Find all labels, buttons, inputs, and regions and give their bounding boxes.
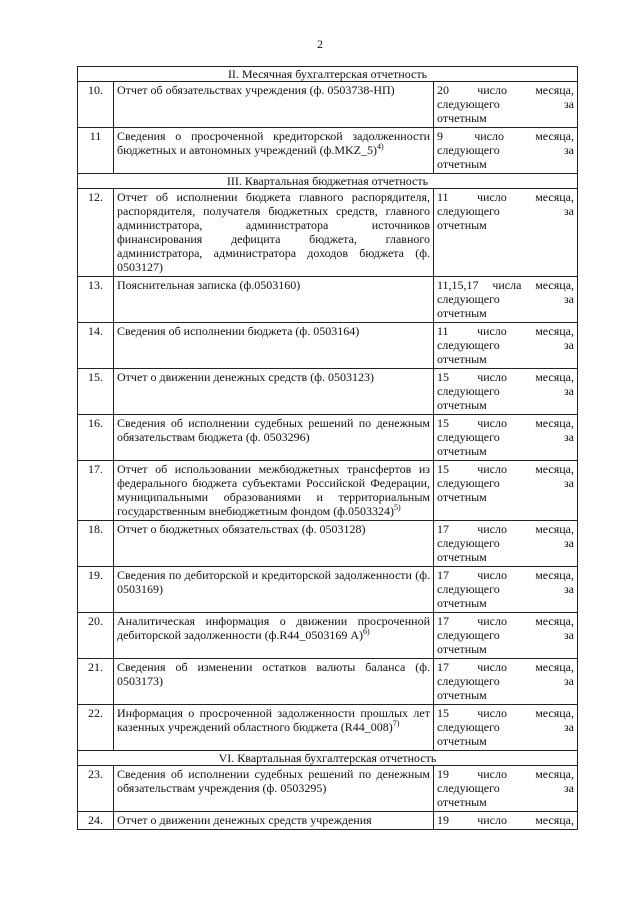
table-row bbox=[78, 613, 578, 659]
row-number: 21. bbox=[78, 659, 114, 705]
deadline-word: следующего bbox=[437, 97, 500, 111]
row-number: 11 bbox=[78, 128, 114, 174]
deadline-word: число bbox=[476, 324, 507, 338]
table-row bbox=[78, 128, 578, 174]
row-description bbox=[114, 323, 434, 369]
deadline-word: месяца, bbox=[535, 190, 574, 204]
deadline-word: месяца, bbox=[535, 278, 575, 292]
deadline-word: месяца, bbox=[535, 129, 574, 143]
deadline-word: 9 bbox=[437, 129, 443, 143]
deadline-word: число bbox=[474, 129, 504, 143]
deadline-word: 19 bbox=[437, 813, 449, 827]
table-row bbox=[78, 369, 578, 415]
table-row bbox=[78, 189, 578, 277]
deadline-word: месяца, bbox=[535, 83, 574, 97]
row-description bbox=[114, 766, 434, 812]
description-text: Сведения об исполнении судебных решений по денежным обязательствам бюджета (ф. 0503296) bbox=[117, 416, 430, 444]
deadline-word: число bbox=[477, 660, 507, 674]
deadline-word: число bbox=[477, 706, 507, 720]
table-row bbox=[78, 567, 578, 613]
row-number: 12. bbox=[78, 189, 114, 277]
deadline-word: 11,15,17 bbox=[437, 278, 479, 292]
deadline-word: за bbox=[563, 781, 575, 795]
description-text: Пояснительная записка (ф.0503160) bbox=[117, 278, 301, 292]
deadline-word: отчетным bbox=[437, 306, 487, 320]
deadline-word: следующего bbox=[437, 628, 500, 642]
deadline-word: 19 bbox=[437, 767, 449, 781]
row-description bbox=[114, 189, 434, 277]
row-number: 20. bbox=[78, 613, 114, 659]
footnote-marker: 7) bbox=[392, 719, 400, 728]
footnote-marker: 4) bbox=[377, 142, 384, 151]
deadline-word: за bbox=[563, 674, 575, 688]
deadline-word: месяца, bbox=[535, 568, 574, 582]
row-description bbox=[114, 461, 434, 521]
table-row bbox=[78, 277, 578, 323]
deadline-word: отчетным bbox=[437, 218, 487, 232]
deadline-word: отчетным bbox=[437, 795, 487, 809]
deadline-word: за bbox=[563, 143, 575, 157]
table-row bbox=[78, 323, 578, 369]
description-text: Отчет о движении денежных средств (ф. 0503123) bbox=[117, 370, 374, 384]
description-text: Отчет об исполнении бюджета главного распорядителя, распорядителя, получателя бюджетных средств, главного администратора, администратора источников финансирования дефицита бюджета, главного администратора, администратора доходов бюджета (ф. 0503127) bbox=[117, 190, 430, 274]
row-description bbox=[114, 659, 434, 705]
table-row bbox=[78, 415, 578, 461]
reporting-schedule-table bbox=[77, 66, 578, 830]
row-deadline bbox=[434, 521, 578, 567]
deadline-word: числа bbox=[492, 278, 522, 292]
deadline-word: следующего bbox=[437, 720, 500, 734]
deadline-word: следующего bbox=[437, 292, 500, 306]
deadline-word: 20 bbox=[437, 83, 449, 97]
deadline-word: 17 bbox=[437, 522, 449, 536]
deadline-word: за bbox=[563, 536, 575, 550]
section-title: III. Квартальная бюджетная отчетность bbox=[78, 174, 578, 189]
row-description bbox=[114, 369, 434, 415]
deadline-word: отчетным bbox=[437, 111, 487, 125]
deadline-word: месяца, bbox=[535, 370, 574, 384]
description-text: Отчет об использовании межбюджетных трансфертов из федерального бюджета субъектами Российской Федерации, муниципальными образованиями и территориальным государственным внебюджетным фондом (ф.0503324) bbox=[117, 462, 430, 518]
section-header-row bbox=[78, 174, 578, 189]
deadline-word: число bbox=[477, 614, 507, 628]
deadline-word: отчетным bbox=[437, 642, 487, 656]
deadline-word: число bbox=[477, 416, 507, 430]
deadline-word: месяца, bbox=[535, 660, 574, 674]
deadline-word: число bbox=[477, 568, 507, 582]
row-description bbox=[114, 567, 434, 613]
table-row bbox=[78, 82, 578, 128]
row-deadline bbox=[434, 567, 578, 613]
deadline-word: отчетным bbox=[437, 734, 487, 748]
deadline-word: 15 bbox=[437, 370, 449, 384]
deadline-word: число bbox=[477, 83, 507, 97]
row-description bbox=[114, 521, 434, 567]
deadline-word: 15 bbox=[437, 416, 449, 430]
row-deadline bbox=[434, 461, 578, 521]
page-number: 2 bbox=[317, 37, 323, 51]
row-number: 14. bbox=[78, 323, 114, 369]
description-text: Информация о просроченной задолженности прошлых лет казенных учреждений областного бюджета (R44_008) bbox=[117, 706, 430, 734]
deadline-word: месяца, bbox=[535, 522, 574, 536]
description-text: Сведения по дебиторской и кредиторской задолженности (ф. 0503169) bbox=[117, 568, 430, 596]
deadline-word: следующего bbox=[437, 674, 500, 688]
description-text: Отчет о бюджетных обязательствах (ф. 0503128) bbox=[117, 522, 366, 536]
deadline-word: следующего bbox=[437, 536, 500, 550]
deadline-word: месяца, bbox=[535, 416, 574, 430]
row-number: 19. bbox=[78, 567, 114, 613]
deadline-word: следующего bbox=[437, 204, 500, 218]
row-number: 23. bbox=[78, 766, 114, 812]
deadline-word: отчетным bbox=[437, 444, 487, 458]
deadline-word: 15 bbox=[437, 706, 449, 720]
footnote-marker: 6) bbox=[363, 627, 370, 636]
deadline-word: число bbox=[477, 813, 507, 827]
description-text: Аналитическая информация о движении просроченной дебиторской задолженности (ф.R44_0503169 А) bbox=[117, 614, 430, 642]
row-deadline bbox=[434, 189, 578, 277]
deadline-word: месяца, bbox=[535, 462, 574, 476]
deadline-word: следующего bbox=[437, 384, 500, 398]
deadline-word: следующего bbox=[437, 781, 500, 795]
deadline-word: число bbox=[477, 370, 507, 384]
row-description bbox=[114, 705, 434, 751]
deadline-word: число bbox=[477, 462, 507, 476]
section-header-row bbox=[78, 751, 578, 766]
deadline-word: месяца, bbox=[535, 614, 574, 628]
deadline-word: месяца, bbox=[535, 813, 574, 827]
deadline-word: за bbox=[563, 430, 575, 444]
row-description bbox=[114, 415, 434, 461]
description-text: Сведения об исполнении судебных решений по денежным обязательствам учреждения (ф. 0503295) bbox=[117, 767, 430, 795]
row-deadline bbox=[434, 659, 578, 705]
row-deadline bbox=[434, 128, 578, 174]
section-title: II. Месячная бухгалтерская отчетность bbox=[78, 67, 578, 82]
row-number: 16. bbox=[78, 415, 114, 461]
row-deadline bbox=[434, 613, 578, 659]
description-text: Сведения об изменении остатков валюты баланса (ф. 0503173) bbox=[117, 660, 430, 688]
deadline-word: 17 bbox=[437, 614, 449, 628]
deadline-word: следующего bbox=[437, 430, 500, 444]
description-text: Отчет о движении денежных средств учреждения bbox=[117, 813, 372, 827]
deadline-word: 17 bbox=[437, 660, 449, 674]
row-number: 24. bbox=[78, 812, 114, 830]
deadline-word: число bbox=[476, 190, 507, 204]
deadline-word: 17 bbox=[437, 568, 449, 582]
deadline-word: за bbox=[563, 292, 575, 306]
table-row bbox=[78, 521, 578, 567]
deadline-word: 11 bbox=[437, 190, 449, 204]
deadline-word: следующего bbox=[437, 582, 500, 596]
deadline-word: за bbox=[563, 582, 575, 596]
deadline-word: месяца, bbox=[535, 324, 574, 338]
deadline-word: следующего bbox=[437, 338, 500, 352]
row-deadline bbox=[434, 812, 578, 830]
row-description bbox=[114, 277, 434, 323]
section-header-row bbox=[78, 67, 578, 82]
description-text: Сведения о просроченной кредиторской задолженности бюджетных и автономных учреждений (ф.MKZ_5) bbox=[117, 129, 430, 157]
table-row bbox=[78, 766, 578, 812]
deadline-word: месяца, bbox=[535, 706, 574, 720]
row-number: 15. bbox=[78, 369, 114, 415]
deadline-word: за bbox=[563, 384, 575, 398]
deadline-word: за bbox=[563, 204, 575, 218]
deadline-word: отчетным bbox=[437, 688, 487, 702]
footnote-marker: 5) bbox=[393, 503, 401, 512]
deadline-word: число bbox=[477, 767, 507, 781]
deadline-word: отчетным bbox=[437, 157, 487, 171]
deadline-word: число bbox=[477, 522, 507, 536]
deadline-word: отчетным bbox=[437, 352, 487, 366]
table-row bbox=[78, 705, 578, 751]
section-title: VI. Квартальная бухгалтерская отчетность bbox=[78, 751, 578, 766]
deadline-word: отчетным bbox=[437, 398, 487, 412]
description-text: Отчет об обязательствах учреждения (ф. 0503738-НП) bbox=[117, 83, 395, 97]
row-number: 18. bbox=[78, 521, 114, 567]
deadline-word: за bbox=[563, 628, 575, 642]
description-text: Сведения об исполнении бюджета (ф. 0503164) bbox=[117, 324, 360, 338]
deadline-word: 11 bbox=[437, 324, 449, 338]
deadline-word: за bbox=[563, 97, 575, 111]
table-row bbox=[78, 659, 578, 705]
row-number: 10. bbox=[78, 82, 114, 128]
deadline-word: следующего bbox=[437, 143, 500, 157]
deadline-word: за bbox=[563, 476, 575, 490]
row-deadline bbox=[434, 277, 578, 323]
table-row bbox=[78, 812, 578, 830]
row-deadline bbox=[434, 415, 578, 461]
row-description bbox=[114, 613, 434, 659]
deadline-word: отчетным bbox=[437, 550, 487, 564]
row-number: 17. bbox=[78, 461, 114, 521]
row-description bbox=[114, 82, 434, 128]
deadline-word: месяца, bbox=[535, 767, 574, 781]
row-number: 13. bbox=[78, 277, 114, 323]
row-deadline bbox=[434, 82, 578, 128]
row-deadline bbox=[434, 323, 578, 369]
deadline-word: отчетным bbox=[437, 596, 487, 610]
row-description bbox=[114, 812, 434, 830]
deadline-word: отчетным bbox=[437, 490, 487, 504]
deadline-word: следующего bbox=[437, 476, 500, 490]
table-row bbox=[78, 461, 578, 521]
deadline-word: 15 bbox=[437, 462, 449, 476]
deadline-word: за bbox=[563, 338, 575, 352]
row-deadline bbox=[434, 705, 578, 751]
deadline-word: за bbox=[563, 720, 575, 734]
row-deadline bbox=[434, 369, 578, 415]
row-number: 22. bbox=[78, 705, 114, 751]
row-description bbox=[114, 128, 434, 174]
row-deadline bbox=[434, 766, 578, 812]
